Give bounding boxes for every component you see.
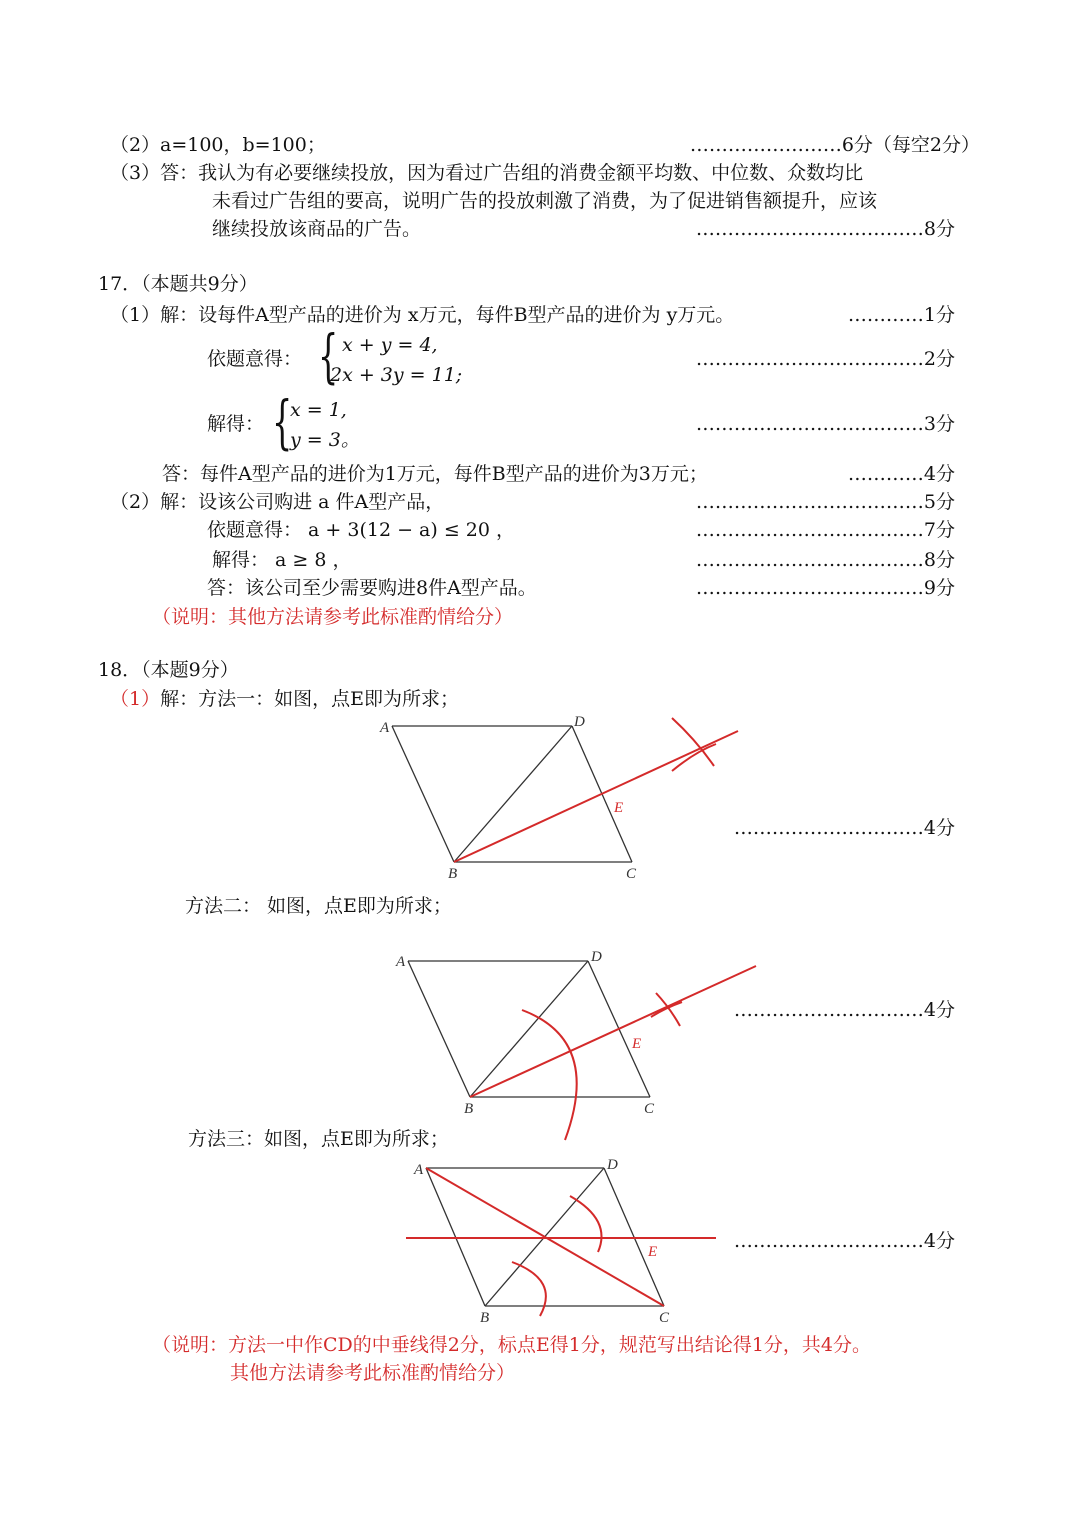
perpendicular-line-1 (454, 731, 738, 862)
q16-part2-score: ……………………6分（每空2分） (689, 134, 980, 156)
q17-header: 17．（本题共9分） (98, 273, 258, 295)
label-e: E (648, 1244, 658, 1260)
q17-solution-score: ………………………………3分 (695, 413, 955, 435)
q17-answer-1-score: …………4分 (847, 463, 955, 485)
q17-solution-x: x = 1, (290, 399, 347, 421)
q17-answer-2-score: ………………………………9分 (695, 577, 955, 599)
label-d: D (574, 714, 585, 730)
diagonal-bd-2 (470, 961, 588, 1097)
q17-solution-intro: 解得： (207, 413, 265, 435)
label-c: C (659, 1310, 670, 1324)
q17-part2-score: ………………………………5分 (695, 491, 955, 513)
q17-answer-2: 答：该公司至少需要购进8件A型产品。 (207, 577, 537, 599)
label-d: D (591, 949, 602, 965)
q16-part2-label: （2） (110, 134, 161, 156)
q17-system-score: ………………………………2分 (695, 348, 955, 370)
parallelogram-abcd-1 (392, 726, 632, 862)
q18-header: 18．（本题9分） (98, 659, 239, 681)
q18-method1-text: 解：方法一：如图，点E即为所求； (160, 688, 459, 710)
arc-2-large (522, 1010, 577, 1140)
q17-solution-y: y = 3。 (290, 429, 360, 451)
perpendicular-line-2 (470, 966, 756, 1097)
label-a: A (414, 1162, 424, 1178)
q17-part1-setup: （1）解：设每件A型产品的进价为 x万元，每件B型产品的进价为 y万元。 (110, 304, 735, 326)
parallelogram-abcd-2 (408, 961, 650, 1097)
figure-method-1 (370, 712, 760, 890)
q18-part1-prefix: （1） (110, 688, 161, 710)
label-e: E (614, 800, 624, 816)
construction-3 (406, 1168, 716, 1316)
q17-answer-1: 答：每件A型产品的进价为1万元，每件B型产品的进价为3万元； (162, 463, 708, 485)
q17-equation-2: 2x + 3y = 11; (330, 364, 463, 386)
q16-part3-score: ………………………………8分 (695, 218, 955, 240)
figure-method-3 (400, 1152, 730, 1324)
q18-method2-score: …………………………4分 (733, 999, 955, 1021)
system-brace: { (318, 322, 339, 390)
label-b: B (480, 1310, 490, 1324)
label-a: A (380, 720, 390, 736)
q17-inequality-solution: 解得： a ≥ 8 ， (212, 549, 352, 571)
construction-2 (470, 966, 756, 1140)
q18-method3-text: 方法三：如图，点E即为所求； (188, 1128, 449, 1150)
q18-method2-text: 方法二： 如图，点E即为所求； (185, 895, 452, 917)
label-b: B (464, 1101, 474, 1117)
label-a: A (396, 954, 406, 970)
q18-method3-score: …………………………4分 (733, 1230, 955, 1252)
q18-part1-line (110, 686, 459, 712)
q17-note: （说明：其他方法请参考此标准酌情给分） (152, 606, 514, 628)
q16-part2-answer: a=100，b=100； (160, 134, 326, 156)
label-d: D (607, 1157, 618, 1173)
figure-method-2 (390, 945, 770, 1145)
label-e: E (632, 1036, 642, 1052)
q17-inequality-score: ………………………………7分 (695, 519, 955, 541)
q17-part2-setup: （2）解：设该公司购进 a 件A型产品， (110, 491, 445, 513)
q18-note-line1: （说明：方法一中作CD的中垂线得2分，标点E得1分，规范写出结论得1分，共4分。 (152, 1334, 871, 1356)
construction-1 (454, 718, 738, 862)
q17-equation-1: x + y = 4, (342, 334, 438, 356)
q16-part3-line3: 继续投放该商品的广告。 (212, 218, 422, 240)
label-c: C (626, 866, 637, 882)
q18-note-line2: 其他方法请参考此标准酌情给分） (230, 1362, 516, 1384)
q18-method1-score: …………………………4分 (733, 817, 955, 839)
q17-part1-score: …………1分 (847, 304, 955, 326)
arc-3a (570, 1196, 602, 1252)
q17-system-intro: 依题意得： (207, 348, 303, 370)
q16-part3-line2: 未看过广告组的要高，说明广告的投放刺激了消费，为了促进销售额提升，应该 (212, 190, 878, 212)
label-b: B (448, 866, 458, 882)
label-c: C (644, 1101, 655, 1117)
arc-3b (512, 1262, 546, 1316)
diagonal-bd-1 (454, 726, 572, 862)
q17-inequality-solution-score: ………………………………8分 (695, 549, 955, 571)
q16-part3-line1: （3）答：我认为有必要继续投放，因为看过广告组的消费金额平均数、中位数、众数均比 (110, 162, 864, 184)
solution-brace: { (272, 388, 293, 456)
q17-inequality: 依题意得： a + 3(12 − a) ≤ 20 ， (207, 519, 515, 541)
